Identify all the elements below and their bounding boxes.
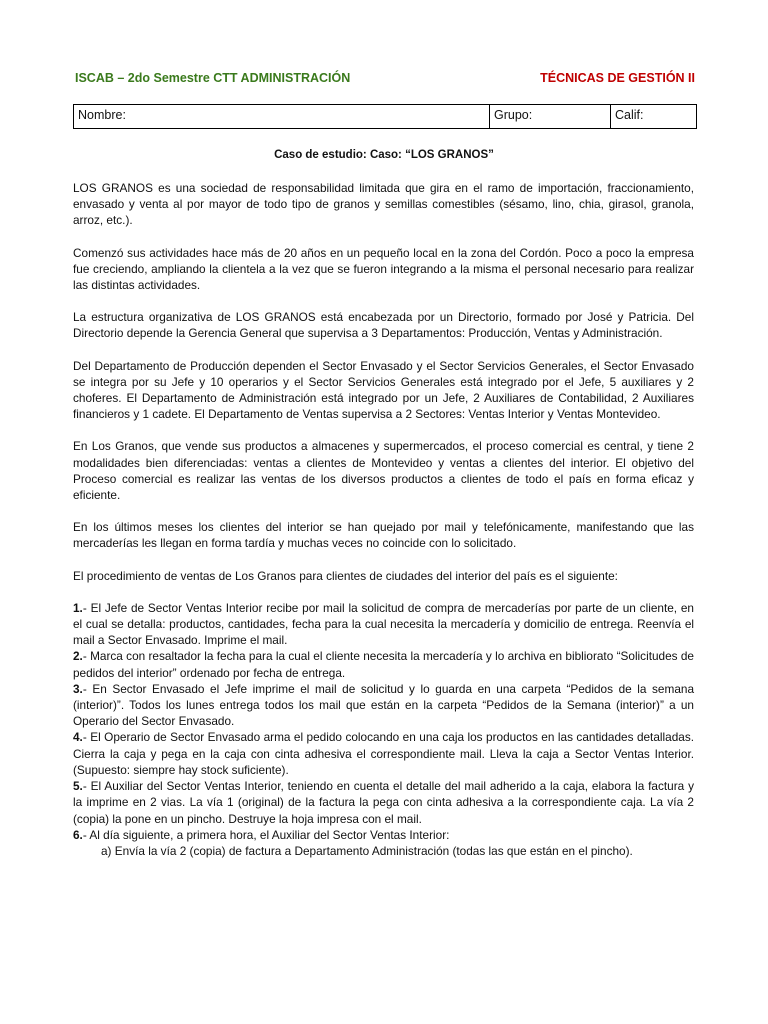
procedure-step xyxy=(73,648,694,680)
procedure-step xyxy=(73,827,694,843)
step-text: - El Auxiliar del Sector Ventas Interior, teniendo en cuenta el detalle del mail adherido a la caja, elabora la factura y la imprime en 2 vias. La vía 1 (original) de la factura la pega con cinta adhesiva a la correspondiente caja. La vía 2 (copia) la pone en un pincho. Destruye la hoja impresa con el mail. xyxy=(73,779,694,826)
step-text: - En Sector Envasado el Jefe imprime el mail de solicitud y lo guarda en una carpeta “Pedidos de la semana (interior)”. Todos los lunes entrega todos los mail que están en la carpeta “Pedidos de la Semana (interior)” a un Operario del Sector Envasado. xyxy=(73,681,694,729)
step-text: - Al día siguiente, a primera hora, el Auxiliar del Sector Ventas Interior: xyxy=(82,827,450,842)
paragraph: El procedimiento de ventas de Los Granos para clientes de ciudades del interior del país es el siguiente: xyxy=(73,568,618,583)
step-text: - El Operario de Sector Envasado arma el pedido colocando en una caja los productos en las cantidades detalladas. Cierra la caja y pega en la caja con cinta adhesiva el correspondiente mail. Lleva la caja a Sector Ventas Interior. (Supuesto: siempre hay stock suficiente). xyxy=(73,730,694,777)
name-label: Nombre: xyxy=(78,108,126,122)
substep-label: a) xyxy=(101,843,112,858)
paragraph: LOS GRANOS es una sociedad de responsabilidad limitada que gira en el ramo de importación, fraccionamiento, envasado y venta al por mayor de todo tipo de granos y semillas comestibles (sésamo, lino, chia, girasol, granola, arroz, etc.). xyxy=(73,181,694,228)
document-body xyxy=(73,180,694,859)
group-label: Grupo: xyxy=(494,108,533,122)
procedure-step xyxy=(73,778,694,827)
step-number: 4. xyxy=(73,730,83,745)
step-text: - Marca con resaltador la fecha para la cual el cliente necesita la mercadería y lo archiva en bibliorato “Solicitudes de pedidos del interior” ordenado por fecha de entrega. xyxy=(73,649,694,680)
step-number: 3. xyxy=(73,681,83,696)
header-institution: ISCAB – 2do Semestre CTT ADMINISTRACIÓN xyxy=(75,71,351,85)
paragraph: Comenzó sus actividades hace más de 20 años en un pequeño local en la zona del Cordón. Poco a poco la empresa fue creciendo, ampliando la clientela a la vez que se fueron integrando a la misma el personal necesario para realizar las distintas actividades. xyxy=(73,245,694,293)
procedure-step xyxy=(73,729,694,778)
name-field[interactable] xyxy=(74,105,490,128)
grade-field[interactable] xyxy=(611,105,696,128)
substep-text: Envía la vía 2 (copia) de factura a Departamento Administración (todas las que están en el pincho). xyxy=(114,843,633,858)
procedure-steps xyxy=(73,600,694,859)
step-number: 6. xyxy=(73,827,83,842)
student-info-table xyxy=(73,104,697,129)
header-course: TÉCNICAS DE GESTIÓN II xyxy=(540,71,695,85)
procedure-step xyxy=(73,681,694,730)
step-number: 2. xyxy=(73,649,83,664)
grade-label: Calif: xyxy=(615,108,644,122)
step-number: 5. xyxy=(73,779,83,794)
step-text: - El Jefe de Sector Ventas Interior recibe por mail la solicitud de compra de mercaderías por parte de un cliente, en el cual se detalla: productos, cantidades, fecha para la cual necesita la mercadería y domicilio de entrega. Reenvía el mail a Sector Envasado. Imprime el mail. xyxy=(73,600,694,648)
group-field[interactable] xyxy=(490,105,611,128)
paragraph: En Los Granos, que vende sus productos a almacenes y supermercados, el proceso comercial es central, y tiene 2 modalidades bien diferenciadas: ventas a clientes de Montevideo y ventas a clientes del interior. El objetivo del Proceso comercial es realizar las ventas de los diversos productos a clientes de todo el país en forma eficaz y eficiente. xyxy=(73,439,694,503)
case-title: Caso de estudio: Caso: “LOS GRANOS” xyxy=(274,149,494,161)
paragraph: La estructura organizativa de LOS GRANOS está encabezada por un Directorio, formado por José y Patricia. Del Directorio depende la Gerencia General que supervisa a 3 Departamentos: Producción, Ventas y Administración. xyxy=(73,310,694,341)
paragraph: Del Departamento de Producción dependen el Sector Envasado y el Sector Servicios Generales, el Sector Envasado se integra por su Jefe y 10 operarios y el Sector Servicios Generales está integrado por el Jefe, 5 auxiliares y 2 choferes. El Departamento de Administración está integrado por un Jefe, 2 Auxiliares de Contabilidad, 2 Auxiliares financieros y 1 cadete. El Departamento de Ventas supervisa a 2 Sectores: Ventas Interior y Ventas Montevideo. xyxy=(73,358,694,422)
procedure-step xyxy=(73,600,694,649)
paragraph: En los últimos meses los clientes del interior se han quejado por mail y telefónicamente, manifestando que las mercaderías les llegan en forma tardía y muchas veces no coincide con lo solicitado. xyxy=(73,520,694,551)
step-number: 1. xyxy=(73,600,83,615)
page-header xyxy=(75,71,695,85)
procedure-substep xyxy=(73,843,694,859)
